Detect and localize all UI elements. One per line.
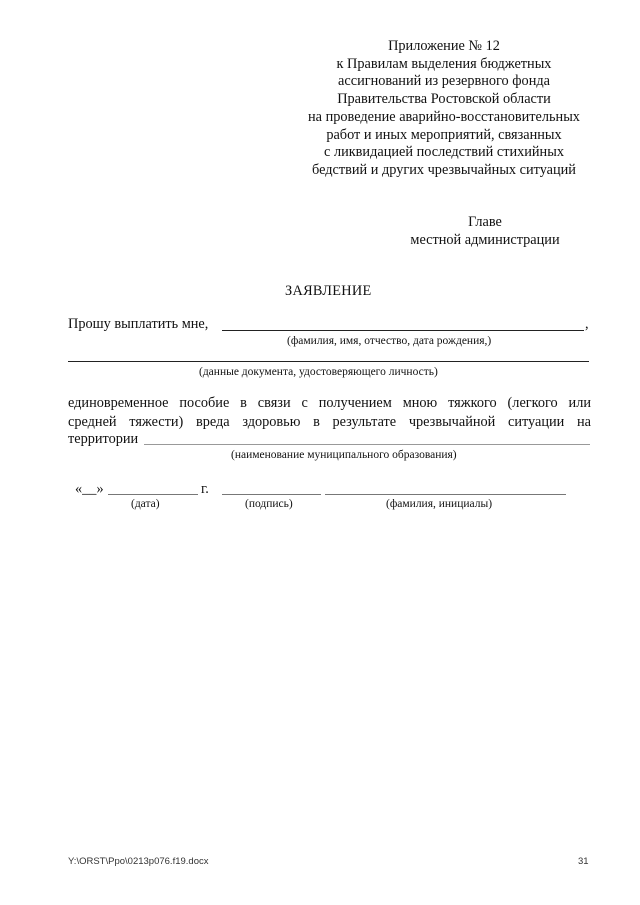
caption-document: (данные документа, удостоверяющего личность) bbox=[199, 366, 438, 378]
annex-line: Правительства Ростовской области bbox=[337, 91, 551, 108]
territory-label: территории bbox=[68, 431, 139, 447]
municipality-field-line[interactable] bbox=[144, 444, 590, 445]
addressee-line: местной администрации bbox=[410, 232, 560, 248]
addressee-line: Главе bbox=[468, 214, 502, 230]
annex-line: на проведение аварийно-восстановительных bbox=[308, 108, 580, 125]
caption-signature: (подпись) bbox=[245, 498, 293, 510]
addressee-block bbox=[380, 213, 590, 249]
caption-date: (дата) bbox=[131, 498, 160, 510]
paragraph-line: средней тяжести) вреда здоровью в результате чрезвычайной ситуации на bbox=[68, 413, 591, 430]
annex-line: к Правилам выделения бюджетных bbox=[336, 55, 552, 72]
paragraph-line: единовременное пособие в связи с получением мною тяжкого (легкого или bbox=[68, 395, 591, 411]
date-day-quote: «__» bbox=[75, 481, 104, 497]
footer-file-path: Y:\ORST\Ppo\0213p076.f19.docx bbox=[68, 856, 209, 867]
document-title: ЗАЯВЛЕНИЕ bbox=[285, 283, 372, 299]
caption-name: (фамилия, имя, отчество, дата рождения,) bbox=[287, 335, 492, 347]
request-prefix: Прошу выплатить мне, bbox=[68, 316, 209, 332]
annex-line: работ и иных мероприятий, связанных bbox=[326, 126, 562, 143]
page-number: 31 bbox=[578, 856, 589, 867]
request-paragraph bbox=[68, 394, 591, 431]
caption-municipality: (наименование муниципального образования) bbox=[231, 449, 457, 461]
date-field-line[interactable] bbox=[108, 494, 198, 495]
annex-line: бедствий и других чрезвычайных ситуаций bbox=[312, 161, 576, 178]
caption-fullname: (фамилия, инициалы) bbox=[386, 498, 493, 510]
year-suffix: г. bbox=[201, 481, 209, 497]
document-field-line[interactable] bbox=[68, 361, 589, 362]
annex-line: ассигнований из резервного фонда bbox=[338, 73, 550, 90]
annex-line: Приложение № 12 bbox=[388, 38, 500, 54]
request-comma: , bbox=[585, 316, 589, 332]
annex-line: с ликвидацией последствий стихийных bbox=[324, 144, 564, 161]
annex-header bbox=[296, 38, 592, 180]
signature-field-line[interactable] bbox=[222, 494, 321, 495]
fullname-field-line[interactable] bbox=[325, 494, 566, 495]
name-field-line[interactable] bbox=[222, 330, 584, 331]
